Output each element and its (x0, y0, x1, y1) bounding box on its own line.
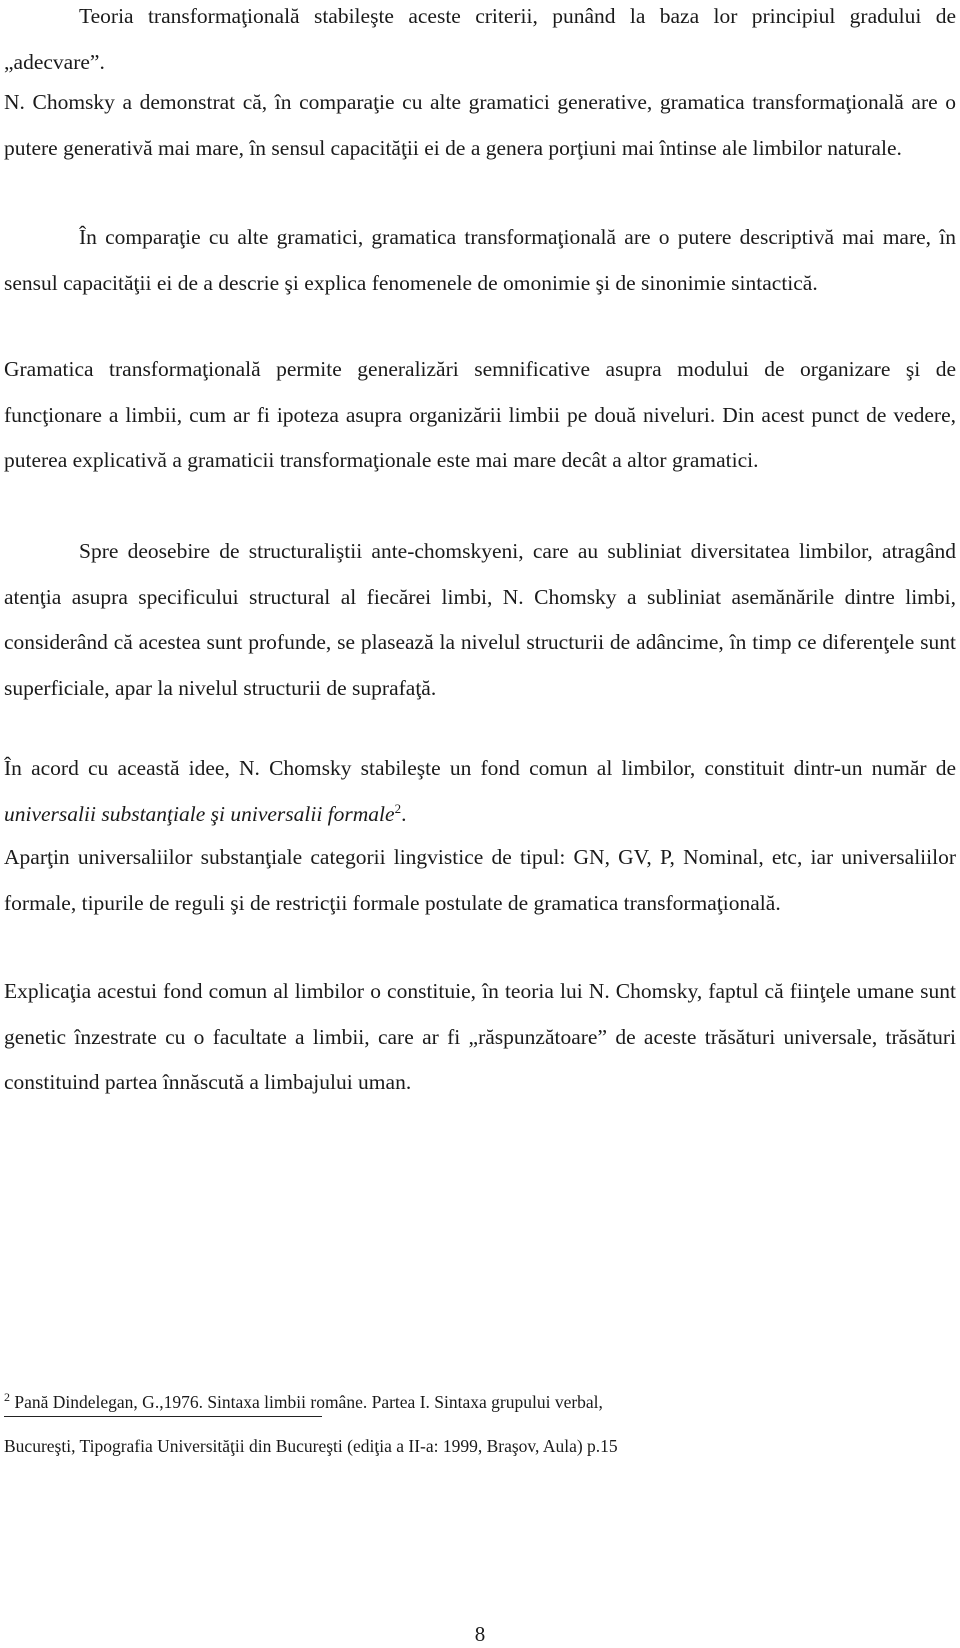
paragraph-2: N. Chomsky a demonstrat că, în comparaţie cu alte gramatici generative, gramatica transformaţională are o putere generativă mai mare, în sensul capacităţii ei de a genera porţiuni mai întinse ale limbilor naturale. (4, 90, 956, 160)
paragraph-6-end: . (401, 801, 407, 826)
paragraph-3: În comparaţie cu alte gramatici, gramatica transformaţională are o putere descriptivă mai mare, în sensul capacităţii ei de a descrie şi explica fenomenele de omonimie şi de sinonimie sintactică. (4, 225, 956, 295)
footnote-text-1: Pană Dindelegan, G.,1976. Sintaxa limbii române. Partea I. Sintaxa grupului verbal, (14, 1392, 603, 1412)
footnote-divider (4, 1416, 322, 1417)
paragraph-4: Gramatica transformaţională permite generalizări semnificative asupra modului de organizare şi de funcţionare a limbii, cum ar fi ipoteza asupra organizării limbii pe două niveluri. Din acest punct de vedere, puterea explicativă a gramaticii transformaţionale este mai mare decât a altor gramatici. (4, 357, 956, 472)
footnote-line-2: Bucureşti, Tipografia Universităţii din Bucureşti (ediţia a II-a: 1999, Braşov, Aula) p.15 (4, 1436, 618, 1456)
footnote-reference: 2 (394, 800, 402, 816)
paragraph-5: Spre deosebire de structuraliştii ante-chomskyeni, care au subliniat diversitatea limbilor, atragând atenţia asupra specificului structural al fiecărei limbi, N. Chomsky a subliniat asemănările dintre limbi, considerând că acestea sunt profunde, se plasează la nivelul structurii de adâncime, în timp ce diferenţele sunt superficiale, apar la nivelul structurii de suprafaţă. (4, 539, 956, 700)
footnote-line-1 (4, 1392, 956, 1412)
footnote-marker: 2 (4, 1390, 10, 1405)
paragraph-6-italic: universalii substanţiale şi universalii formale (4, 801, 395, 826)
paragraph-7: Aparţin universaliilor substanţiale categorii lingvistice de tipul: GN, GV, P, Nominal, etc, iar universaliilor formale, tipurile de reguli şi de restricţii formale postulate de gramatica transformaţională. (4, 845, 956, 915)
paragraph-6 (4, 746, 956, 837)
page-number: 8 (474, 1622, 486, 1646)
paragraph-8: Explicaţia acestui fond comun al limbilor o constituie, în teoria lui N. Chomsky, faptul că fiinţele umane sunt genetic înzestrate cu o facultate a limbii, care ar fi „răspunzătoare” de aceste trăsături universale, trăsături constituind partea înnăscută a limbajului uman. (4, 979, 956, 1094)
paragraph-1: Teoria transformaţională stabileşte aceste criterii, punând la baza lor principiul gradului de „adecvare”. (4, 4, 956, 74)
paragraph-6-text: În acord cu această idee, N. Chomsky stabileşte un fond comun al limbilor, constituit dintr-un număr de (4, 756, 956, 780)
